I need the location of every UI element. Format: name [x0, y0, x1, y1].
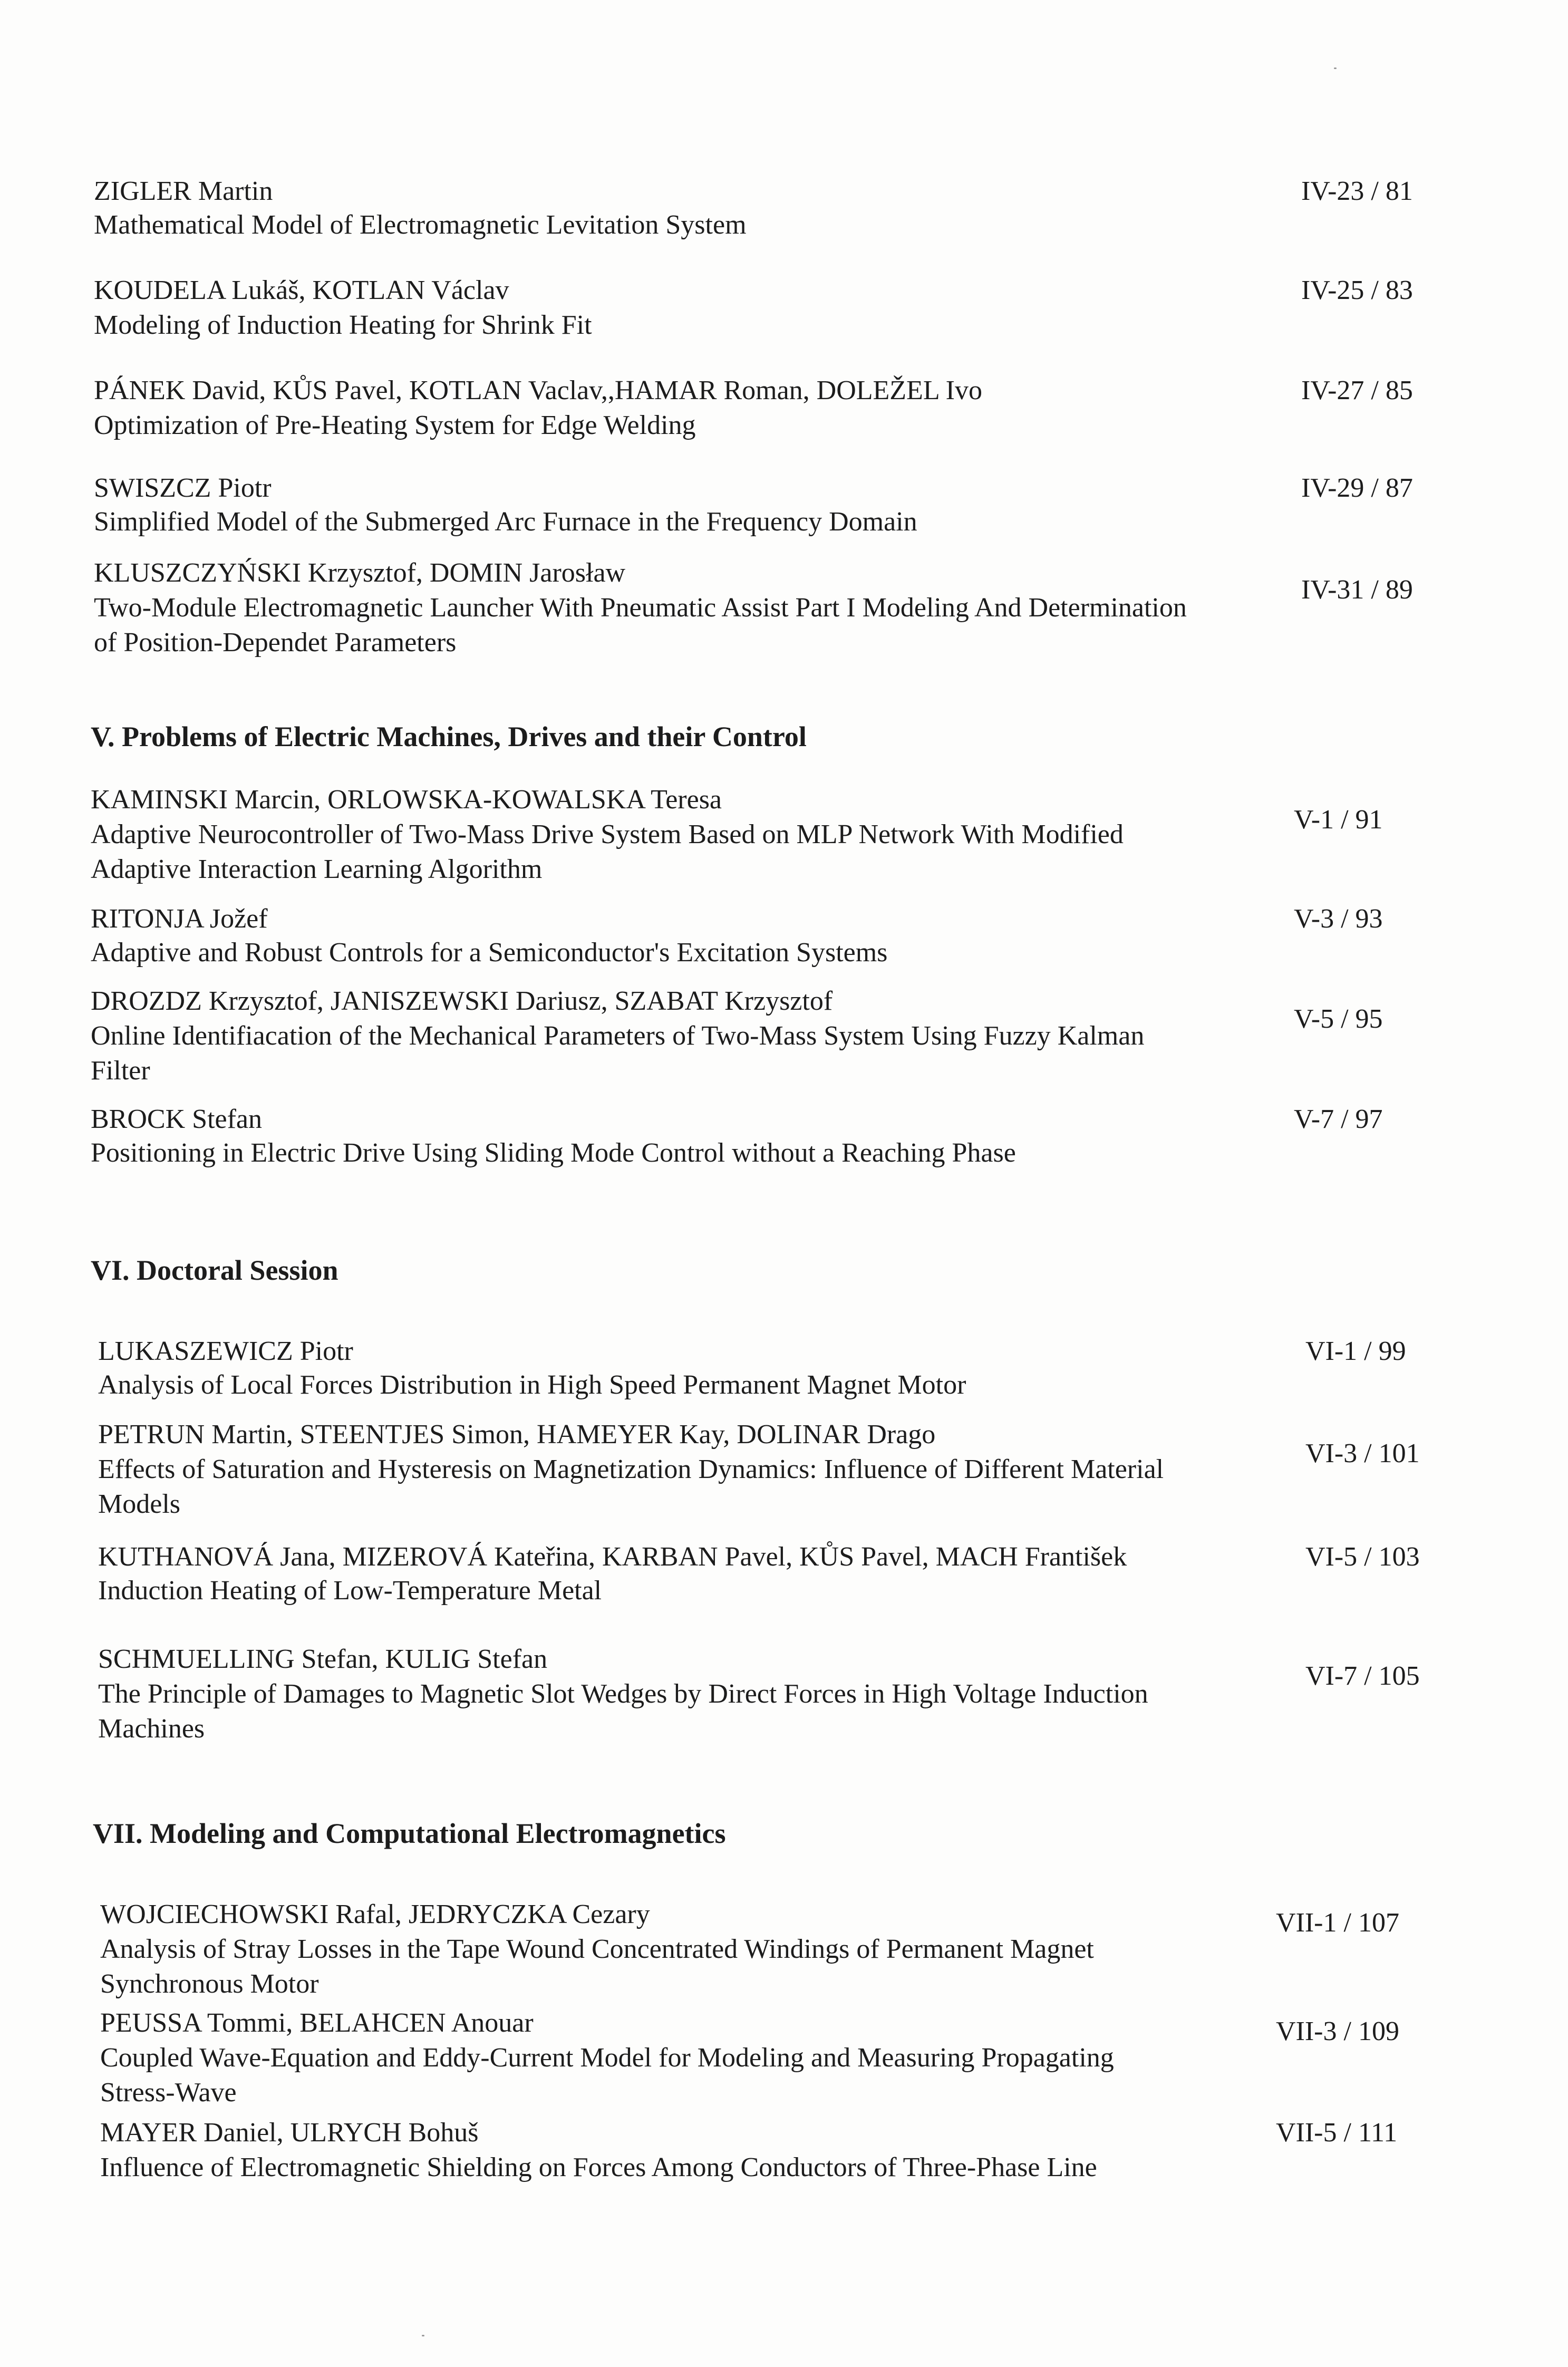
entry-page-ref: V-7 / 97	[1294, 1104, 1383, 1134]
entry-page-ref: IV-25 / 83	[1301, 275, 1413, 305]
entry-authors: SWISZCZ Piotr	[94, 473, 272, 503]
entry-page-ref: VI-5 / 103	[1305, 1542, 1420, 1572]
entry-authors: MAYER Daniel, ULRYCH Bohuš	[100, 2118, 479, 2148]
entry-title: Analysis of Stray Losses in the Tape Wound Concentrated Windings of Permanent Magnet	[100, 1934, 1094, 1964]
entry-title: Adaptive and Robust Controls for a Semiconductor's Excitation Systems	[91, 938, 888, 968]
entry-title: Coupled Wave-Equation and Eddy-Current Model for Modeling and Measuring Propagating	[100, 2043, 1114, 2073]
entry-page-ref: VI-3 / 101	[1305, 1438, 1420, 1468]
entry-title: Machines	[98, 1714, 205, 1744]
entry-title: Synchronous Motor	[100, 1969, 319, 1999]
entry-authors: WOJCIECHOWSKI Rafal, JEDRYCZKA Cezary	[100, 1899, 650, 1929]
entry-authors: KUTHANOVÁ Jana, MIZEROVÁ Kateřina, KARBAN Pavel, KŮS Pavel, MACH František	[98, 1542, 1127, 1572]
entry-authors: KLUSZCZYŃSKI Krzysztof, DOMIN Jarosław	[94, 558, 626, 588]
entry-title: Analysis of Local Forces Distribution in High Speed Permanent Magnet Motor	[98, 1370, 966, 1400]
entry-authors: PETRUN Martin, STEENTJES Simon, HAMEYER Kay, DOLINAR Drago	[98, 1419, 936, 1450]
scan-speck	[422, 2335, 424, 2336]
entry-page-ref: VII-5 / 111	[1276, 2118, 1398, 2148]
entry-authors: BROCK Stefan	[91, 1104, 262, 1134]
scan-speck	[1334, 67, 1337, 69]
entry-title: Effects of Saturation and Hysteresis on Magnetization Dynamics: Influence of Different Material	[98, 1454, 1164, 1484]
entry-title: Positioning in Electric Drive Using Sliding Mode Control without a Reaching Phase	[91, 1138, 1016, 1168]
entry-authors: RITONJA Jožef	[91, 904, 268, 934]
entry-page-ref: VII-1 / 107	[1276, 1908, 1399, 1938]
section-heading: V. Problems of Electric Machines, Drives and their Control	[91, 721, 807, 752]
entry-title: of Position-Dependet Parameters	[94, 627, 457, 658]
entry-page-ref: VI-7 / 105	[1305, 1661, 1420, 1691]
entry-title: Induction Heating of Low-Temperature Metal	[98, 1576, 602, 1606]
entry-authors: KAMINSKI Marcin, ORLOWSKA-KOWALSKA Teresa	[91, 785, 722, 815]
entry-title: Mathematical Model of Electromagnetic Levitation System	[94, 210, 747, 240]
entry-title: Online Identifiacation of the Mechanical Parameters of Two-Mass System Using Fuzzy Kalman	[91, 1021, 1145, 1051]
entry-authors: DROZDZ Krzysztof, JANISZEWSKI Dariusz, SZABAT Krzysztof	[91, 986, 833, 1016]
entry-page-ref: V-3 / 93	[1294, 904, 1383, 934]
entry-authors: KOUDELA Lukáš, KOTLAN Václav	[94, 275, 509, 305]
entry-authors: LUKASZEWICZ Piotr	[98, 1336, 353, 1366]
entry-title: Filter	[91, 1056, 150, 1086]
section-heading: VII. Modeling and Computational Electromagnetics	[93, 1818, 726, 1849]
entry-authors: PÁNEK David, KŮS Pavel, KOTLAN Vaclav,,HAMAR Roman, DOLEŽEL Ivo	[94, 375, 982, 405]
entry-page-ref: IV-27 / 85	[1301, 375, 1413, 405]
entry-title: Adaptive Neurocontroller of Two-Mass Drive System Based on MLP Network With Modified	[91, 819, 1124, 849]
entry-title: Simplified Model of the Submerged Arc Furnace in the Frequency Domain	[94, 507, 917, 537]
section-heading: VI. Doctoral Session	[91, 1254, 338, 1286]
entry-authors: ZIGLER Martin	[94, 176, 273, 206]
entry-title: Models	[98, 1489, 180, 1519]
entry-page-ref: VI-1 / 99	[1305, 1336, 1406, 1366]
entry-page-ref: IV-23 / 81	[1301, 176, 1413, 206]
entry-title: Stress-Wave	[100, 2078, 237, 2108]
entry-title: Two-Module Electromagnetic Launcher With Pneumatic Assist Part I Modeling And Determination	[94, 593, 1187, 623]
entry-title: The Principle of Damages to Magnetic Slot Wedges by Direct Forces in High Voltage Induction	[98, 1679, 1148, 1709]
entry-title: Adaptive Interaction Learning Algorithm	[91, 854, 543, 884]
entry-authors: PEUSSA Tommi, BELAHCEN Anouar	[100, 2008, 534, 2038]
entry-page-ref: V-5 / 95	[1294, 1004, 1383, 1034]
entry-title: Modeling of Induction Heating for Shrink Fit	[94, 310, 592, 340]
entry-page-ref: IV-29 / 87	[1301, 473, 1413, 503]
entry-title: Optimization of Pre-Heating System for Edge Welding	[94, 410, 696, 440]
entry-page-ref: IV-31 / 89	[1301, 575, 1413, 605]
entry-page-ref: VII-3 / 109	[1276, 2016, 1399, 2046]
entry-authors: SCHMUELLING Stefan, KULIG Stefan	[98, 1644, 548, 1674]
entry-page-ref: V-1 / 91	[1294, 805, 1383, 835]
entry-title: Influence of Electromagnetic Shielding on Forces Among Conductors of Three-Phase Line	[100, 2152, 1097, 2182]
